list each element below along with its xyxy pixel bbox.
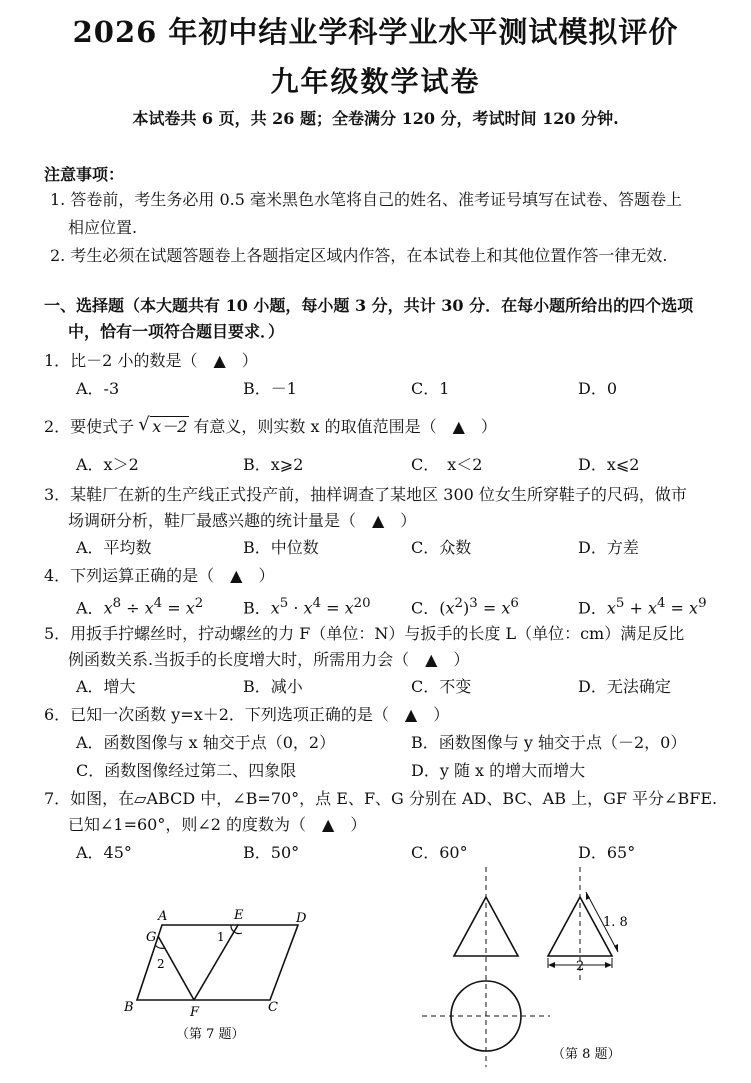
q4-option-a: A．$x^8 \div x^4 = x^2$ xyxy=(76,596,204,618)
q3-option-a: A．平均数 xyxy=(76,538,152,557)
q4-a-label: A． xyxy=(76,598,104,618)
question-6: 6．已知一次函数 y=x＋2．下列选项正确的是（ ▲ ） xyxy=(44,705,450,724)
q1-option-d: D．0 xyxy=(578,379,618,398)
q4-c-label: C． xyxy=(411,598,440,618)
q2-option-c: C． x＜2 xyxy=(411,455,483,474)
q7-option-c: C．60° xyxy=(411,843,468,862)
q4-option-d: D．$x^5 + x^4 = x^9$ xyxy=(578,596,707,618)
notice-item-1: 1. 答卷前，考生务必用 0.5 毫米黑色水笔将自己的姓名、准考证号填写在试卷、答题卷上 xyxy=(50,190,682,209)
q4-option-b: B．$x^5 \cdot x^4 = x^{20}$ xyxy=(243,596,371,618)
q3-option-d: D．方差 xyxy=(578,538,639,557)
figure-7-caption: （第 7 题） xyxy=(176,1027,245,1042)
question-1: 1．比－2 小的数是（ ▲ ） xyxy=(44,351,258,370)
base-length-label: 2 xyxy=(576,959,585,974)
q2-option-b: B．x⩾2 xyxy=(243,455,304,474)
notice-heading: 注意事项： xyxy=(44,165,125,184)
q5-option-d: D．无法确定 xyxy=(578,677,671,696)
label-angle-2: 2 xyxy=(157,957,165,971)
label-d: D xyxy=(296,911,307,926)
question-5-cont: 例函数关系.当扳手的长度增大时，所需用力会（ ▲ ） xyxy=(68,650,470,669)
figure-8-three-views xyxy=(420,862,650,1067)
label-f: F xyxy=(190,1005,200,1020)
q6-option-a: A．函数图像与 x 轴交于点（0，2） xyxy=(76,733,336,752)
q5-option-b: B．减小 xyxy=(243,677,303,696)
q2-stem-post: 有意义，则实数 x 的取值范围是（ ▲ ） xyxy=(193,417,497,436)
q6-option-c: C．函数图像经过第二、四象限 xyxy=(76,761,297,780)
q1-option-b: B．－1 xyxy=(243,379,297,398)
q6-option-b: B．函数图像与 y 轴交于点（－2，0） xyxy=(411,733,687,752)
q7-option-d: D．65° xyxy=(578,843,636,862)
notice-item-1-cont: 相应位置. xyxy=(68,218,138,237)
radicand: x－2 xyxy=(152,417,188,436)
q4-b-label: B． xyxy=(243,598,271,618)
q1-option-c: C．1 xyxy=(411,379,450,398)
q6-option-d: D．y 随 x 的增大而增大 xyxy=(411,761,586,780)
q3-option-b: B．中位数 xyxy=(243,538,319,557)
q4-option-c: C．$(x^2)^3 = x^6$ xyxy=(411,596,519,618)
section-heading: 一、选择题（本大题共有 10 小题，每小题 3 分，共计 30 分．在每小题所给出的四个选项 xyxy=(44,296,694,315)
q3-option-c: C．众数 xyxy=(411,538,472,557)
label-b: B xyxy=(124,1000,134,1015)
q1-option-a: A．-3 xyxy=(76,379,120,398)
q2-option-d: D．x⩽2 xyxy=(578,455,640,474)
base-arrow-right xyxy=(605,962,612,968)
label-c: C xyxy=(268,1000,278,1015)
sqrt-expression xyxy=(138,414,189,437)
question-5: 5．用扳手拧螺丝时，拧动螺丝的力 F（单位：N）与扳手的长度 L（单位：cm）满足反比 xyxy=(44,624,685,643)
notice-item-2: 2. 考生必须在试题答题卷上各题指定区域内作答，在本试卷上和其他位置作答一律无效. xyxy=(50,246,668,265)
exam-info: 本试卷共 6 页，共 26 题；全卷满分 120 分，考试时间 120 分钟. xyxy=(132,109,619,128)
slant-length-label: 1. 8 xyxy=(603,915,628,930)
question-4: 4．下列运算正确的是（ ▲ ） xyxy=(44,566,275,585)
question-2 xyxy=(44,414,497,437)
figure-7-parallelogram xyxy=(110,900,330,1050)
label-e: E xyxy=(234,908,244,923)
label-g: G xyxy=(146,930,157,945)
q7-option-a: A．45° xyxy=(76,843,132,862)
q5-option-a: A．增大 xyxy=(76,677,136,696)
exam-title: 2026 年初中结业学科学业水平测试模拟评价 xyxy=(72,15,679,49)
base-arrow-left xyxy=(548,962,555,968)
exam-subtitle: 九年级数学试卷 xyxy=(270,65,481,98)
q7-option-b: B．50° xyxy=(243,843,300,862)
q5-option-c: C．不变 xyxy=(411,677,472,696)
radical-sign: √ xyxy=(138,414,150,435)
q4-d-label: D． xyxy=(578,598,607,618)
question-7: 7．如图，在▱ABCD 中，∠B=70°，点 E、F、G 分别在 AD、BC、AB 上，GF 平分∠BFE. xyxy=(44,789,718,808)
label-a: A xyxy=(158,909,168,924)
q2-stem-pre: 2．要使式子 xyxy=(44,417,135,436)
segment-fe xyxy=(194,925,238,1000)
figure-8-caption: （第 8 题） xyxy=(552,1047,621,1062)
question-3-cont: 场调研分析，鞋厂最感兴趣的统计量是（ ▲ ） xyxy=(68,511,417,530)
question-3: 3．某鞋厂在新的生产线正式投产前，抽样调查了某地区 300 位女生所穿鞋子的尺码，做市 xyxy=(44,485,687,504)
section-heading-cont: 中，恰有一项符合题目要求．） xyxy=(68,322,285,341)
label-angle-1: 1 xyxy=(217,930,225,944)
q2-option-a: A．x＞2 xyxy=(76,455,139,474)
question-7-cont: 已知∠1=60°，则∠2 的度数为（ ▲ ） xyxy=(68,815,367,834)
